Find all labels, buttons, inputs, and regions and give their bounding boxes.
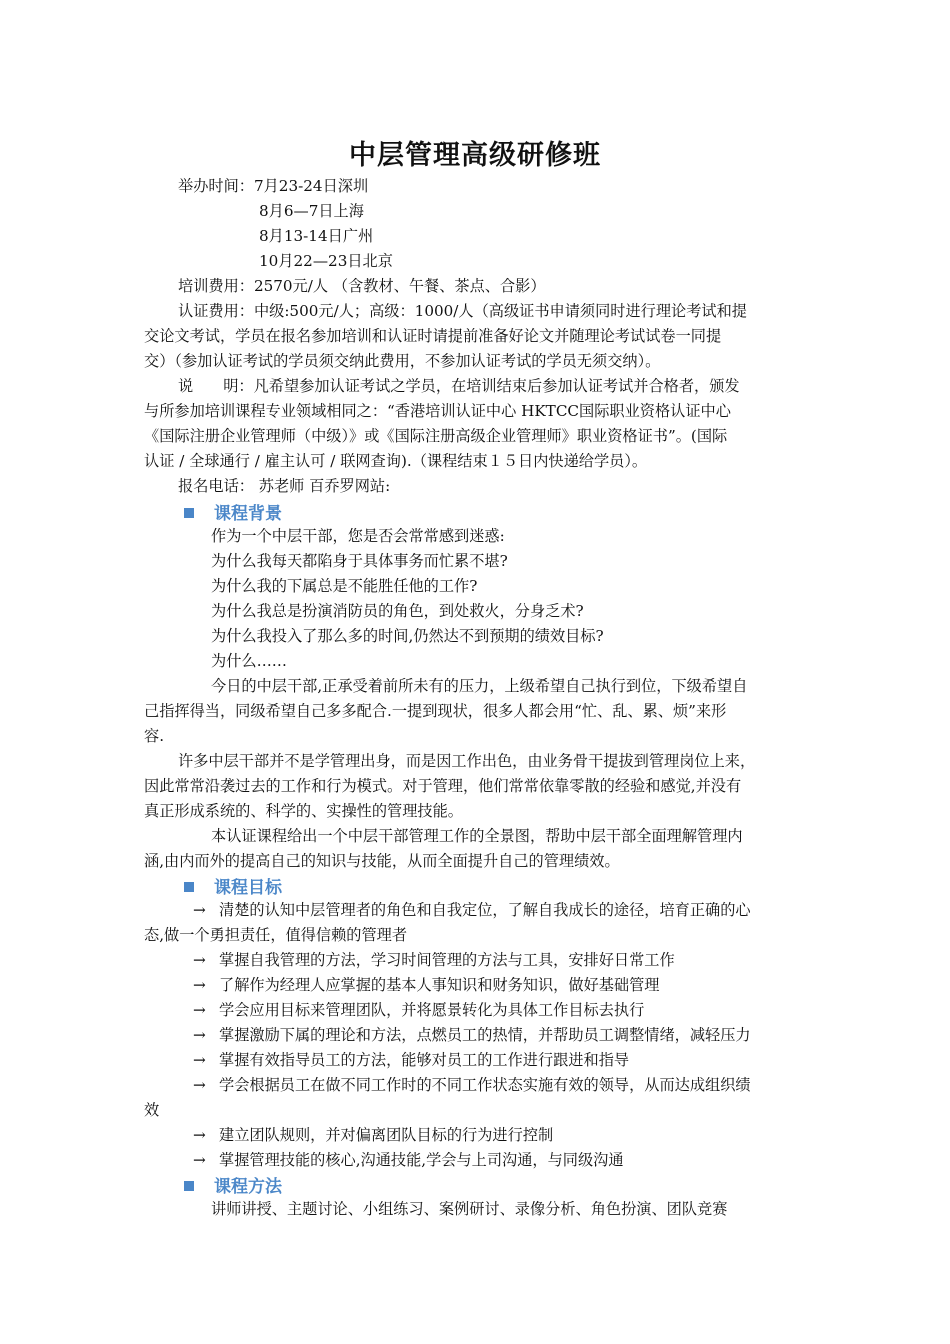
goal-item-5: → 掌握激励下属的理论和方法，点燃员工的热情，并帮助员工调整情绪，减轻压力 bbox=[193, 1023, 751, 1048]
note-text-1: 明：凡希望参加认证考试之学员，在培训结束后参加认证考试并合格者，颁发 bbox=[223, 377, 740, 395]
goal-item-7-cont: 效 bbox=[144, 1101, 160, 1119]
arrow-icon: → bbox=[193, 976, 206, 994]
para1-line-3: 容. bbox=[144, 727, 165, 745]
arrow-icon: → bbox=[193, 1026, 206, 1044]
document-title: 中层管理高级研修班 bbox=[349, 140, 601, 171]
arrow-icon: → bbox=[193, 1151, 206, 1169]
square-bullet-icon bbox=[184, 508, 194, 518]
question-line: 为什么我投入了那么多的时间,仍然达不到预期的绩效目标? bbox=[211, 627, 604, 645]
goal-item-7: → 学会根据员工在做不同工作时的不同工作状态实施有效的领导，从而达成组织绩 bbox=[193, 1073, 751, 1098]
methods-text: 讲师讲授、主题讨论、小组练习、案例研讨、录像分析、角色扮演、团队竞赛 bbox=[211, 1200, 728, 1218]
para2-line-1: 许多中层干部并不是学管理出身，而是因工作出色，由业务骨干提拔到管理岗位上来， bbox=[178, 752, 756, 770]
square-bullet-icon bbox=[184, 1181, 194, 1191]
note-line-1 bbox=[178, 374, 740, 399]
question-line: 作为一个中层干部，您是否会常常感到迷惑: bbox=[211, 527, 505, 545]
time-line-2: 8月6—7日上海 bbox=[259, 202, 364, 220]
para3-line-2: 涵,由内而外的提高自己的知识与技能，从而全面提升自己的管理绩效。 bbox=[144, 852, 620, 870]
question-line: 为什么…… bbox=[211, 652, 287, 670]
question-line: 为什么我的下属总是不能胜任他的工作? bbox=[211, 577, 478, 595]
arrow-icon: → bbox=[193, 1001, 206, 1019]
goal-item-1-cont: 态,做一个勇担责任，值得信赖的管理者 bbox=[144, 926, 408, 944]
arrow-icon: → bbox=[193, 901, 206, 919]
cert-line-2: 交论文考试，学员在报名参加培训和认证时请提前准备好论文并随理论考试试卷一同提 bbox=[144, 327, 722, 345]
arrow-icon: → bbox=[193, 1126, 206, 1144]
goal-item-2: → 掌握自我管理的方法，学习时间管理的方法与工具，安排好日常工作 bbox=[193, 948, 675, 973]
para1-line-2: 己指挥得当，同级希望自己多多配合.一提到现状，很多人都会用“忙、乱、累、烦”来形 bbox=[144, 702, 727, 720]
goal-item-3: → 了解作为经理人应掌握的基本人事知识和财务知识，做好基础管理 bbox=[193, 973, 659, 998]
para2-line-2: 因此常常沿袭过去的工作和行为模式。对于管理，他们常常依靠零散的经验和感觉,并没有 bbox=[144, 777, 742, 795]
question-line: 为什么我总是扮演消防员的角色，到处救火，分身乏术? bbox=[211, 602, 584, 620]
time-value-1: 7月23-24日深圳 bbox=[253, 177, 369, 195]
section-heading-background: 课程背景 bbox=[184, 499, 282, 524]
square-bullet-icon bbox=[184, 882, 194, 892]
para1-line-1: 今日的中层干部,正承受着前所未有的压力，上级希望自己执行到位，下级希望自 bbox=[211, 677, 748, 695]
note-label: 说 bbox=[178, 377, 194, 395]
arrow-icon: → bbox=[193, 1076, 206, 1094]
question-line: 为什么我每天都陷身于具体事务而忙累不堪? bbox=[211, 552, 508, 570]
arrow-icon: → bbox=[193, 1051, 206, 1069]
time-line-4: 10月22—23日北京 bbox=[259, 252, 393, 270]
goal-item-4: → 学会应用目标来管理团队，并将愿景转化为具体工作目标去执行 bbox=[193, 998, 644, 1023]
register-line: 报名电话： 苏老师 百乔罗网站: bbox=[178, 477, 391, 495]
goal-item-9: → 掌握管理技能的核心,沟通技能,学会与上司沟通，与同级沟通 bbox=[193, 1148, 624, 1173]
goal-item-6: → 掌握有效指导员工的方法，能够对员工的工作进行跟进和指导 bbox=[193, 1048, 629, 1073]
goal-item-1: → 清楚的认知中层管理者的角色和自我定位，了解自我成长的途径，培育正确的心 bbox=[193, 898, 751, 923]
cert-line-1: 认证费用：中级:500元/人；高级：1000/人（高级证书申请须同时进行理论考试和提 bbox=[178, 302, 747, 320]
cert-line-3: 交）（参加认证考试的学员须交纳此费用，不参加认证考试的学员无须交纳）。 bbox=[144, 352, 661, 370]
time-label: 举办时间： bbox=[178, 177, 254, 195]
note-line-3: 《国际注册企业管理师（中级）》或《国际注册高级企业管理师》职业资格证书”。(国际 bbox=[144, 427, 728, 445]
para3-line-1: 本认证课程给出一个中层干部管理工作的全景图，帮助中层干部全面理解管理内 bbox=[211, 827, 743, 845]
arrow-icon: → bbox=[193, 951, 206, 969]
goal-item-8: → 建立团队规则，并对偏离团队目标的行为进行控制 bbox=[193, 1123, 553, 1148]
time-line-3: 8月13-14日广州 bbox=[259, 227, 374, 245]
para2-line-3: 真正形成系统的、科学的、实操性的管理技能。 bbox=[144, 802, 463, 820]
section-heading-methods: 课程方法 bbox=[184, 1172, 282, 1197]
note-line-4: 认证 / 全球通行 / 雇主认可 / 联网查询).（课程结束１５日内快递给学员）。 bbox=[144, 452, 648, 470]
time-line-1 bbox=[178, 174, 368, 199]
note-line-2: 与所参加培训课程专业领域相同之：“香港培训认证中心 HKTCC国际职业资格认证中心 bbox=[144, 402, 731, 420]
fee-line: 培训费用：2570元/人 （含教材、午餐、茶点、合影） bbox=[178, 277, 546, 295]
section-heading-goals: 课程目标 bbox=[184, 873, 282, 898]
